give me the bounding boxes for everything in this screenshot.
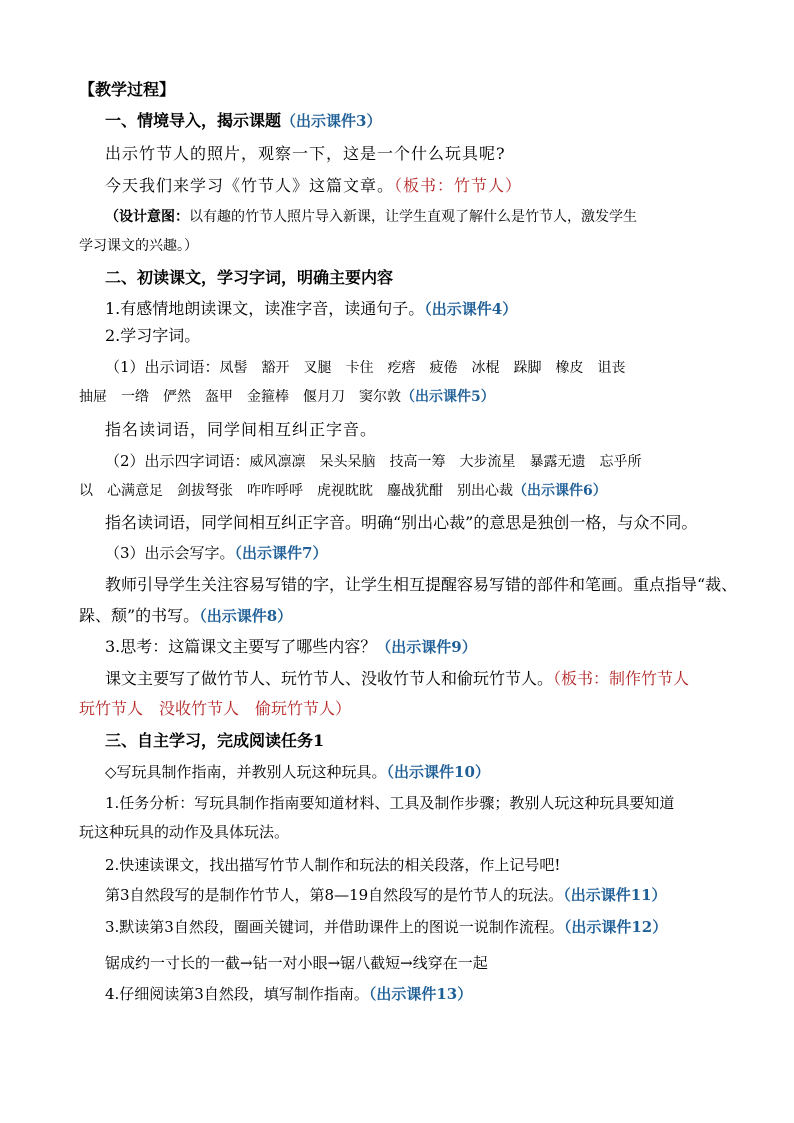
process-flow: 锯成约一寸长的一截→钻一对小眼→锯八截短→线穿在一起 [105, 954, 488, 972]
paragraph: 教师引导学生关注容易写错的字，让学生相互提醒容易写错的部件和笔画。重点指导“裁、 [105, 575, 738, 594]
heading-2: 二、初读课文，学习字词，明确主要内容 [105, 268, 394, 287]
list-item: 3.默读第3自然段，圈画关键词，并借助课件上的图说一说制作流程。（出示课件12） [105, 918, 668, 936]
paragraph: 出示竹节人的照片，观察一下，这是一个什么玩具呢? [105, 144, 506, 163]
list-item: 2.快速读课文，找出描写竹节人制作和玩法的相关段落，作上记号吧! [105, 856, 561, 874]
heading-3: 三、自主学习，完成阅读任务1 [105, 731, 325, 750]
list-item: 1.任务分析：写玩具制作指南要知道材料、工具及制作步骤；教别人玩这种玩具要知道 [105, 794, 675, 812]
word-list: （1）出示词语：凤髻 豁开 叉腿 卡住 疙瘩 疲倦 冰棍 跺脚 橡皮 诅丧 [105, 358, 626, 376]
paragraph: 第3自然段写的是制作竹节人，第8—19自然段写的是竹节人的玩法。（出示课件11） [105, 886, 667, 904]
word-list-cont: 以 心满意足 剑拔弩张 咋咋呼呼 虎视眈眈 鏖战犹酣 别出心裁（出示课件6） [79, 483, 607, 499]
section-title: 【教学过程】 [79, 80, 176, 99]
word-list-cont: 抽屉 一绺 俨然 盔甲 金箍棒 偃月刀 窦尔敦（出示课件5） [79, 389, 495, 405]
design-intent-cont: 学习课文的兴趣。） [79, 238, 198, 254]
paragraph: 指名读词语，同学间相互纠正字音。明确“别出心裁”的意思是独创一格，与众不同。 [105, 513, 698, 532]
list-item: 3.思考：这篇课文主要写了哪些内容？（出示课件9） [105, 637, 477, 656]
heading-1: 一、情境导入，揭示课题（出示课件3） [105, 111, 382, 130]
task-item: ◇写玩具制作指南，并教别人玩这种玩具。（出示课件10） [105, 763, 490, 781]
design-intent: （设计意图：以有趣的竹节人照片导入新课，让学生直观了解什么是竹节人，激发学生 [105, 209, 637, 225]
paragraph: 课文主要写了做竹节人、玩竹节人、没收竹节人和偷玩竹节人。（板书：制作竹节人 [105, 669, 690, 688]
paragraph: 今天我们来学习《竹节人》这篇文章。（板书：竹节人） [105, 176, 523, 195]
board-note-cont: 玩竹节人 没收竹节人 偷玩竹节人） [79, 699, 352, 718]
list-item: 4.仔细阅读第3自然段，填写制作指南。（出示课件13） [105, 985, 473, 1003]
list-item: （3）出示会写字。（出示课件7） [105, 544, 328, 562]
paragraph: 指名读词语，同学间相互纠正字音。 [105, 420, 378, 439]
word-list: （2）出示四字词语：威风凛凛 呆头呆脑 技高一筹 大步流星 暴露无遗 忘乎所 [105, 452, 642, 470]
list-item: 2.学习字词。 [105, 326, 201, 345]
list-item-cont: 玩这种玩具的动作及具体玩法。 [79, 823, 290, 841]
list-item: 1.有感情地朗读课文，读准字音，读通句子。（出示课件4） [105, 299, 518, 318]
paragraph-cont: 跺、颓”的书写。（出示课件8） [79, 606, 293, 625]
